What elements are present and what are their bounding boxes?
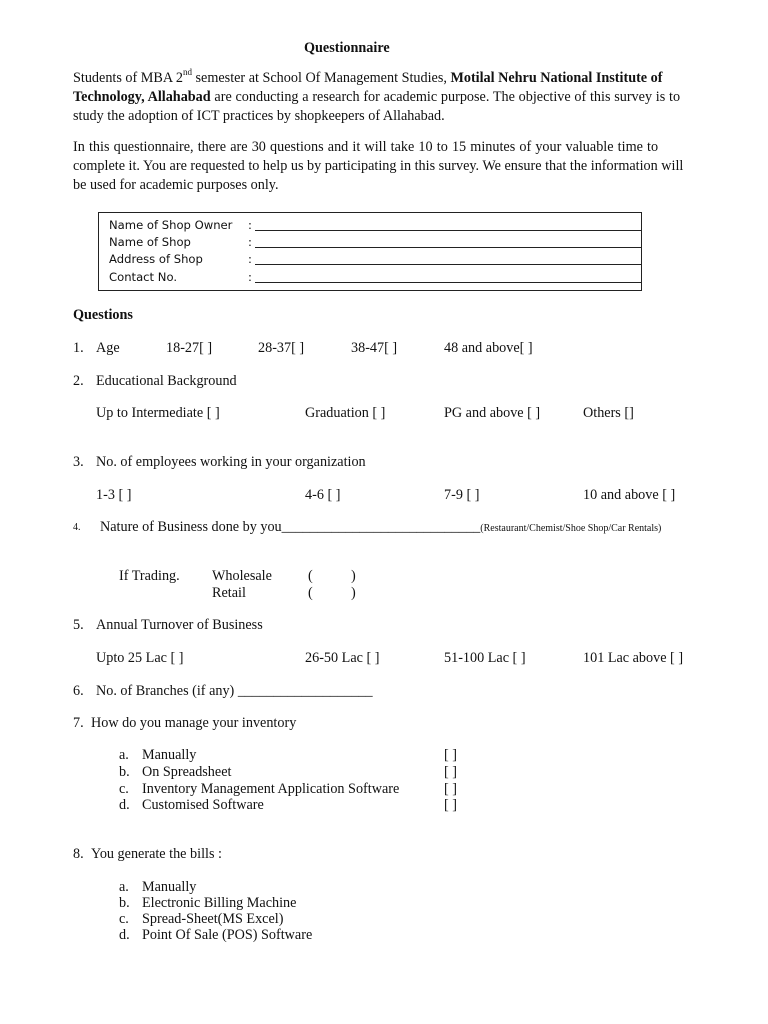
q7-letter-c: c.: [119, 781, 129, 797]
q7-checkbox-b[interactable]: [ ]: [444, 764, 457, 780]
q8-option-c[interactable]: Spread-Sheet(MS Excel): [142, 911, 284, 927]
q7-letter-b: b.: [119, 764, 130, 780]
q4-hint: (Restaurant/Chemist/Shoe Shop/Car Rentals): [480, 523, 662, 534]
questions-heading: Questions: [73, 307, 133, 323]
q1-option-2[interactable]: 28-37[ ]: [258, 340, 305, 356]
retail-paren-close[interactable]: ): [351, 585, 356, 601]
q3-text: No. of employees working in your organization: [96, 454, 366, 470]
q1-number: 1.: [73, 340, 84, 356]
q7-option-d: Customised Software: [142, 797, 264, 813]
colon: :: [248, 252, 252, 266]
intro-paragraph-1-line-2: [73, 89, 680, 106]
intro-paragraph-1-line-1: [73, 67, 663, 87]
q7-checkbox-d[interactable]: [ ]: [444, 797, 457, 813]
q7-letter-a: a.: [119, 747, 129, 763]
q2-option-2[interactable]: Graduation [ ]: [305, 405, 386, 421]
q3-number: 3.: [73, 454, 84, 470]
q1-option-4[interactable]: 48 and above[ ]: [444, 340, 533, 356]
q3-option-2[interactable]: 4-6 [ ]: [305, 487, 341, 503]
contact-field[interactable]: [255, 282, 641, 283]
q5-option-1[interactable]: Upto 25 Lac [ ]: [96, 650, 184, 666]
q8-letter-c: c.: [119, 911, 129, 927]
q7-letter-d: d.: [119, 797, 130, 813]
q4-line: [100, 519, 661, 536]
intro-paragraph-2-line-2: complete it. You are requested to help us by participating in this survey. We ensure that the information will: [73, 158, 684, 174]
shop-owner-row: [109, 217, 639, 234]
wholesale-label: Wholesale: [212, 568, 272, 584]
q6-text[interactable]: No. of Branches (if any) ___________________: [96, 683, 373, 699]
q3-option-1[interactable]: 1-3 [ ]: [96, 487, 132, 503]
intro-text: are conducting a research for academic purpose. The objective of this survey is to: [210, 89, 681, 105]
q7-number: 7.: [73, 715, 84, 731]
page-title: Questionnaire: [304, 40, 390, 56]
q4-number: 4.: [73, 522, 81, 533]
q5-text: Annual Turnover of Business: [96, 617, 263, 633]
q8-letter-d: d.: [119, 927, 130, 943]
q2-number: 2.: [73, 373, 84, 389]
q1-text: Age: [96, 340, 120, 356]
intro-text: semester at School Of Management Studies,: [191, 70, 451, 86]
q4-text[interactable]: Nature of Business done by you____________________________: [100, 519, 481, 535]
q7-text: How do you manage your inventory: [91, 715, 297, 731]
q8-text: You generate the bills :: [91, 846, 222, 862]
intro-paragraph-2-line-3: be used for academic purposes only.: [73, 177, 279, 193]
retail-paren-open[interactable]: (: [308, 585, 313, 601]
intro-paragraph-1-line-3: study the adoption of ICT practices by shopkeepers of Allahabad.: [73, 108, 445, 124]
q5-number: 5.: [73, 617, 84, 633]
q2-text: Educational Background: [96, 373, 237, 389]
q8-letter-a: a.: [119, 879, 129, 895]
contact-row: [109, 269, 639, 286]
wholesale-paren-close[interactable]: ): [351, 568, 356, 584]
wholesale-paren-open[interactable]: (: [308, 568, 313, 584]
retail-label: Retail: [212, 585, 246, 601]
q8-option-d[interactable]: Point Of Sale (POS) Software: [142, 927, 313, 943]
institute-location: Technology, Allahabad: [73, 89, 211, 105]
shop-name-row: [109, 234, 639, 251]
q8-option-a[interactable]: Manually: [142, 879, 197, 895]
q3-option-3[interactable]: 7-9 [ ]: [444, 487, 480, 503]
shop-info-box: [98, 212, 642, 291]
shop-name-label: Name of Shop: [109, 235, 191, 249]
shop-address-row: [109, 251, 639, 268]
q7-option-c: Inventory Management Application Software: [142, 781, 400, 797]
q5-option-4[interactable]: 101 Lac above [ ]: [583, 650, 684, 666]
q8-number: 8.: [73, 846, 84, 862]
shop-owner-field[interactable]: [255, 230, 641, 231]
colon: :: [248, 235, 252, 249]
q6-number: 6.: [73, 683, 84, 699]
if-trading-label: If Trading.: [119, 568, 180, 584]
intro-paragraph-2-line-1: In this questionnaire, there are 30 questions and it will take 10 to 15 minutes of your valuable time to: [73, 139, 659, 155]
shop-name-field[interactable]: [255, 247, 641, 248]
q2-option-1[interactable]: Up to Intermediate [ ]: [96, 405, 220, 421]
shop-address-field[interactable]: [255, 264, 641, 265]
colon: :: [248, 270, 252, 284]
q1-option-1[interactable]: 18-27[ ]: [166, 340, 213, 356]
q7-option-b: On Spreadsheet: [142, 764, 232, 780]
q2-option-3[interactable]: PG and above [ ]: [444, 405, 541, 421]
q8-option-b[interactable]: Electronic Billing Machine: [142, 895, 297, 911]
contact-label: Contact No.: [109, 270, 178, 284]
colon: :: [248, 218, 252, 232]
q7-option-a: Manually: [142, 747, 197, 763]
shop-owner-label: Name of Shop Owner: [109, 218, 233, 232]
q5-option-2[interactable]: 26-50 Lac [ ]: [305, 650, 380, 666]
intro-text: Students of MBA 2: [73, 70, 183, 86]
q2-option-4[interactable]: Others []: [583, 405, 634, 421]
q8-letter-b: b.: [119, 895, 130, 911]
q5-option-3[interactable]: 51-100 Lac [ ]: [444, 650, 526, 666]
shop-address-label: Address of Shop: [109, 252, 203, 266]
ordinal-superscript: nd: [182, 67, 192, 78]
q7-checkbox-a[interactable]: [ ]: [444, 747, 457, 763]
q1-option-3[interactable]: 38-47[ ]: [351, 340, 398, 356]
q3-option-4[interactable]: 10 and above [ ]: [583, 487, 676, 503]
q7-checkbox-c[interactable]: [ ]: [444, 781, 457, 797]
institute-name: Motilal Nehru National Institute of: [450, 70, 663, 86]
